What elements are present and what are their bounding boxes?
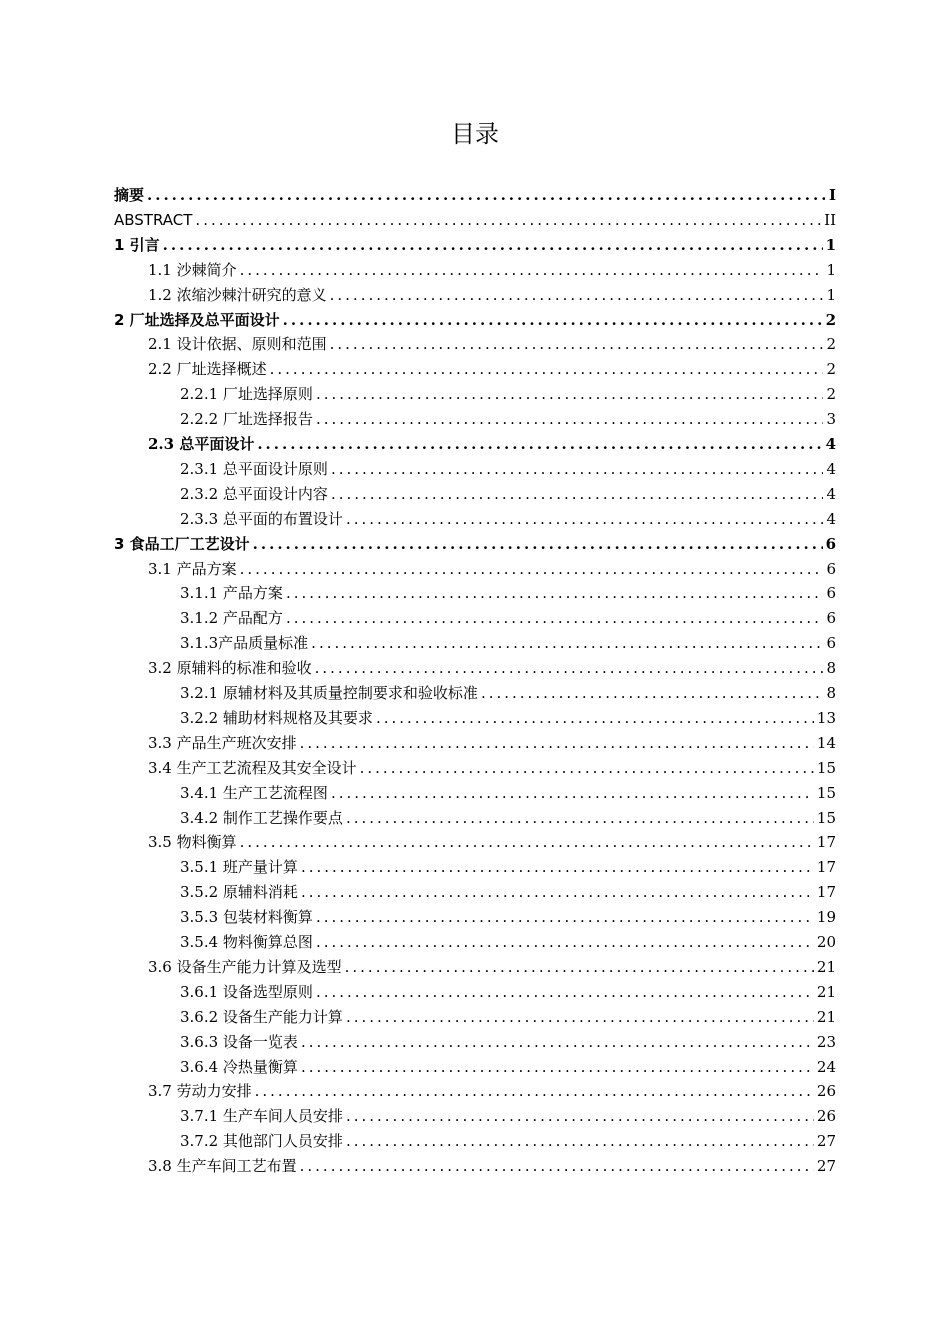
toc-entry-page-number: 4	[826, 484, 836, 503]
toc-dot-leader	[195, 208, 821, 233]
toc-entry[interactable]	[180, 482, 836, 507]
toc-dot-leader	[240, 830, 814, 855]
toc-entry-page-number: 2	[826, 335, 836, 354]
toc-entry[interactable]	[148, 258, 836, 283]
toc-dot-leader	[301, 1030, 814, 1055]
toc-dot-leader	[316, 382, 824, 407]
toc-entry-label: 3.6.3 设备一览表	[180, 1032, 298, 1051]
toc-dot-leader	[257, 432, 822, 457]
toc-entry-page-number: 15	[816, 758, 836, 777]
toc-dot-leader	[346, 806, 814, 831]
toc-entry-page-number: 27	[816, 1132, 836, 1151]
toc-entry-label: 1.2 浓缩沙棘汁研究的意义	[148, 285, 327, 304]
toc-entry[interactable]	[180, 1030, 836, 1055]
toc-dot-leader	[300, 731, 814, 756]
toc-dot-leader	[360, 756, 814, 781]
toc-dot-leader	[311, 631, 823, 656]
toc-entry-label: 3.4 生产工艺流程及其安全设计	[148, 758, 357, 777]
toc-entry-label: 3.2.2 辅助材料规格及其要求	[180, 708, 373, 727]
toc-entry[interactable]	[180, 706, 836, 731]
toc-dot-leader	[315, 656, 824, 681]
toc-entry-page-number: 1	[825, 235, 836, 254]
toc-dot-leader	[316, 980, 814, 1005]
toc-entry-page-number: 6	[826, 584, 836, 603]
toc-entry-page-number: 17	[816, 858, 836, 877]
toc-entry-label: 3.7 劳动力安排	[148, 1082, 252, 1101]
toc-entry-label: 2.2.1 厂址选择原则	[180, 385, 313, 404]
toc-entry-page-number: I	[828, 186, 836, 204]
toc-entry-label: 3.1.3产品质量标准	[180, 634, 309, 653]
toc-entry-label: 3.7.1 生产车间人员安排	[180, 1107, 343, 1126]
toc-dot-leader	[331, 781, 814, 806]
toc-entry-label: 2 厂址选择及总平面设计	[114, 310, 280, 329]
toc-entry-label: 3.5.2 原辅料消耗	[180, 883, 298, 902]
toc-entry[interactable]	[180, 581, 836, 606]
toc-entry-page-number: 23	[816, 1032, 836, 1051]
toc-dot-leader	[286, 606, 824, 631]
toc-entry-page-number: 8	[826, 659, 836, 678]
toc-entry-page-number: 26	[816, 1082, 836, 1101]
toc-entry-label: 3.3 产品生产班次安排	[148, 733, 297, 752]
toc-entry-label: 3.6 设备生产能力计算及选型	[148, 957, 342, 976]
toc-entry[interactable]	[114, 208, 836, 233]
toc-dot-leader	[316, 930, 814, 955]
toc-dot-leader	[270, 357, 824, 382]
toc-entry[interactable]	[180, 806, 836, 831]
toc-entry-page-number: 17	[816, 833, 836, 852]
toc-entry[interactable]	[148, 1079, 836, 1104]
toc-entry-page-number: 8	[826, 684, 836, 702]
toc-entry[interactable]	[180, 930, 836, 955]
toc-entry-page-number: 2	[826, 385, 836, 404]
toc-entry-label: 3.2.1 原辅材料及其质量控制要求和验收标准	[180, 684, 478, 702]
page-title: 目录	[451, 120, 499, 148]
toc-dot-leader	[286, 581, 824, 606]
toc-entry[interactable]	[148, 756, 836, 781]
toc-entry-page-number: 4	[825, 435, 836, 453]
toc-entry-page-number: 21	[816, 957, 836, 976]
toc-entry-page-number: 4	[826, 509, 836, 528]
toc-entry-page-number: 21	[816, 1007, 836, 1026]
toc-dot-leader	[346, 1104, 814, 1129]
toc-entry-label: 3.6.4 冷热量衡算	[180, 1057, 298, 1076]
toc-entry-page-number: 1	[826, 260, 836, 279]
toc-dot-leader	[240, 258, 824, 283]
toc-entry-page-number: 1	[826, 285, 836, 304]
toc-entry[interactable]	[114, 183, 836, 208]
toc-entry-page-number: 15	[816, 783, 836, 802]
toc-dot-leader	[346, 507, 824, 532]
toc-entry[interactable]	[148, 1154, 836, 1179]
toc-entry-page-number: 2	[825, 310, 836, 329]
toc-dot-leader	[147, 183, 825, 208]
toc-entry[interactable]	[148, 830, 836, 855]
toc-entry-page-number: 4	[826, 459, 836, 478]
toc-entry[interactable]	[148, 557, 836, 582]
toc-entry-page-number: 6	[826, 634, 836, 653]
toc-entry-page-number: 6	[826, 559, 836, 578]
toc-entry[interactable]	[180, 905, 836, 930]
toc-entry[interactable]	[180, 781, 836, 806]
toc-dot-leader	[283, 308, 823, 333]
toc-dot-leader	[255, 1079, 814, 1104]
toc-entry[interactable]	[148, 656, 836, 681]
toc-entry-page-number: 15	[816, 808, 836, 827]
toc-entry[interactable]	[148, 731, 836, 756]
toc-dot-leader	[301, 855, 814, 880]
toc-entry-page-number: 3	[826, 410, 836, 429]
toc-entry-label: 2.2.2 厂址选择报告	[180, 410, 313, 429]
toc-entry-label: 摘要	[114, 186, 145, 204]
toc-dot-leader	[163, 233, 823, 258]
toc-entry-label: ABSTRACT	[114, 210, 193, 229]
toc-entry-label: 3.1.1 产品方案	[180, 584, 283, 603]
toc-entry-label: 3.6.1 设备选型原则	[180, 982, 313, 1001]
toc-entry[interactable]	[180, 1129, 836, 1154]
toc-entry-page-number: 21	[816, 982, 836, 1001]
toc-entry-label: 3.6.2 设备生产能力计算	[180, 1007, 343, 1026]
toc-entry[interactable]	[180, 1055, 836, 1080]
toc-entry-label: 3.4.1 生产工艺流程图	[180, 783, 328, 802]
toc-dot-leader	[316, 407, 824, 432]
toc-entry-label: 2.3.3 总平面的布置设计	[180, 509, 343, 528]
toc-dot-leader	[331, 482, 824, 507]
toc-entry[interactable]	[180, 681, 836, 706]
toc-entry[interactable]	[148, 283, 836, 308]
toc-entry-label: 3 食品工厂工艺设计	[114, 534, 250, 553]
toc-entry[interactable]	[148, 332, 836, 357]
toc-entry[interactable]	[114, 308, 836, 333]
toc-entry-label: 3.5.3 包装材料衡算	[180, 908, 313, 927]
toc-entry-label: 1 引言	[114, 235, 160, 254]
toc-dot-leader	[481, 681, 824, 706]
toc-entry-page-number: 26	[816, 1107, 836, 1126]
toc-entry[interactable]	[180, 1005, 836, 1030]
toc-entry[interactable]	[180, 382, 836, 407]
toc-entry-page-number: 19	[816, 908, 836, 927]
toc-entry-page-number: 14	[816, 733, 836, 752]
toc-dot-leader	[331, 457, 824, 482]
toc-entry-page-number: 6	[826, 609, 836, 628]
toc-dot-leader	[346, 1005, 814, 1030]
toc-entry-label: 3.4.2 制作工艺操作要点	[180, 808, 343, 827]
toc-entry[interactable]	[148, 432, 836, 457]
toc-entry-label: 3.5.1 班产量计算	[180, 858, 298, 877]
toc-entry[interactable]	[180, 407, 836, 432]
toc-entry-page-number: 24	[816, 1057, 836, 1076]
toc-dot-leader	[300, 1154, 814, 1179]
toc-dot-leader	[316, 905, 814, 930]
toc-entry-label: 3.1.2 产品配方	[180, 609, 283, 628]
toc-entry[interactable]	[148, 955, 836, 980]
toc-entry-page-number: 27	[816, 1157, 836, 1176]
toc-entry[interactable]	[180, 631, 836, 656]
toc-entry[interactable]	[114, 233, 836, 258]
toc-entry[interactable]	[180, 606, 836, 631]
toc-entry[interactable]	[114, 532, 836, 557]
toc-dot-leader	[376, 706, 814, 731]
toc-dot-leader	[301, 1055, 814, 1080]
toc-entry-page-number: 6	[825, 534, 836, 553]
toc-entry[interactable]	[180, 1104, 836, 1129]
toc-entry-label: 2.3.1 总平面设计原则	[180, 459, 328, 478]
toc-entry-page-number: 2	[826, 360, 836, 379]
toc-entry-label: 2.2 厂址选择概述	[148, 360, 267, 379]
toc-entry[interactable]	[180, 507, 836, 532]
toc-entry-label: 3.2 原辅料的标准和验收	[148, 659, 312, 678]
toc-entry-label: 3.8 生产车间工艺布置	[148, 1157, 297, 1176]
toc-entry[interactable]	[148, 357, 836, 382]
toc-entry-page-number: II	[824, 210, 836, 229]
toc-entry-label: 2.3.2 总平面设计内容	[180, 484, 328, 503]
toc-entry[interactable]	[180, 855, 836, 880]
toc-entry[interactable]	[180, 457, 836, 482]
toc-entry-label: 3.7.2 其他部门人员安排	[180, 1132, 343, 1151]
toc-dot-leader	[330, 332, 824, 357]
toc-dot-leader	[301, 880, 814, 905]
toc-entry-label: 3.1 产品方案	[148, 559, 237, 578]
toc-entry-page-number: 13	[816, 708, 836, 727]
toc-dot-leader	[240, 557, 824, 582]
toc-dot-leader	[346, 1129, 814, 1154]
toc-entry-label: 3.5.4 物料衡算总图	[180, 933, 313, 951]
toc-entry-label: 1.1 沙棘简介	[148, 260, 237, 279]
toc-entry-page-number: 17	[816, 883, 836, 902]
toc-entry-label: 2.1 设计依据、原则和范围	[148, 335, 327, 354]
toc-entry[interactable]	[180, 980, 836, 1005]
toc-dot-leader	[345, 955, 814, 980]
toc-dot-leader	[253, 532, 823, 557]
toc-dot-leader	[330, 283, 824, 308]
toc-entry-label: 3.5 物料衡算	[148, 833, 237, 852]
toc-entry-page-number: 20	[816, 933, 836, 951]
toc-entry[interactable]	[180, 880, 836, 905]
toc-entry-label: 2.3 总平面设计	[148, 435, 255, 453]
